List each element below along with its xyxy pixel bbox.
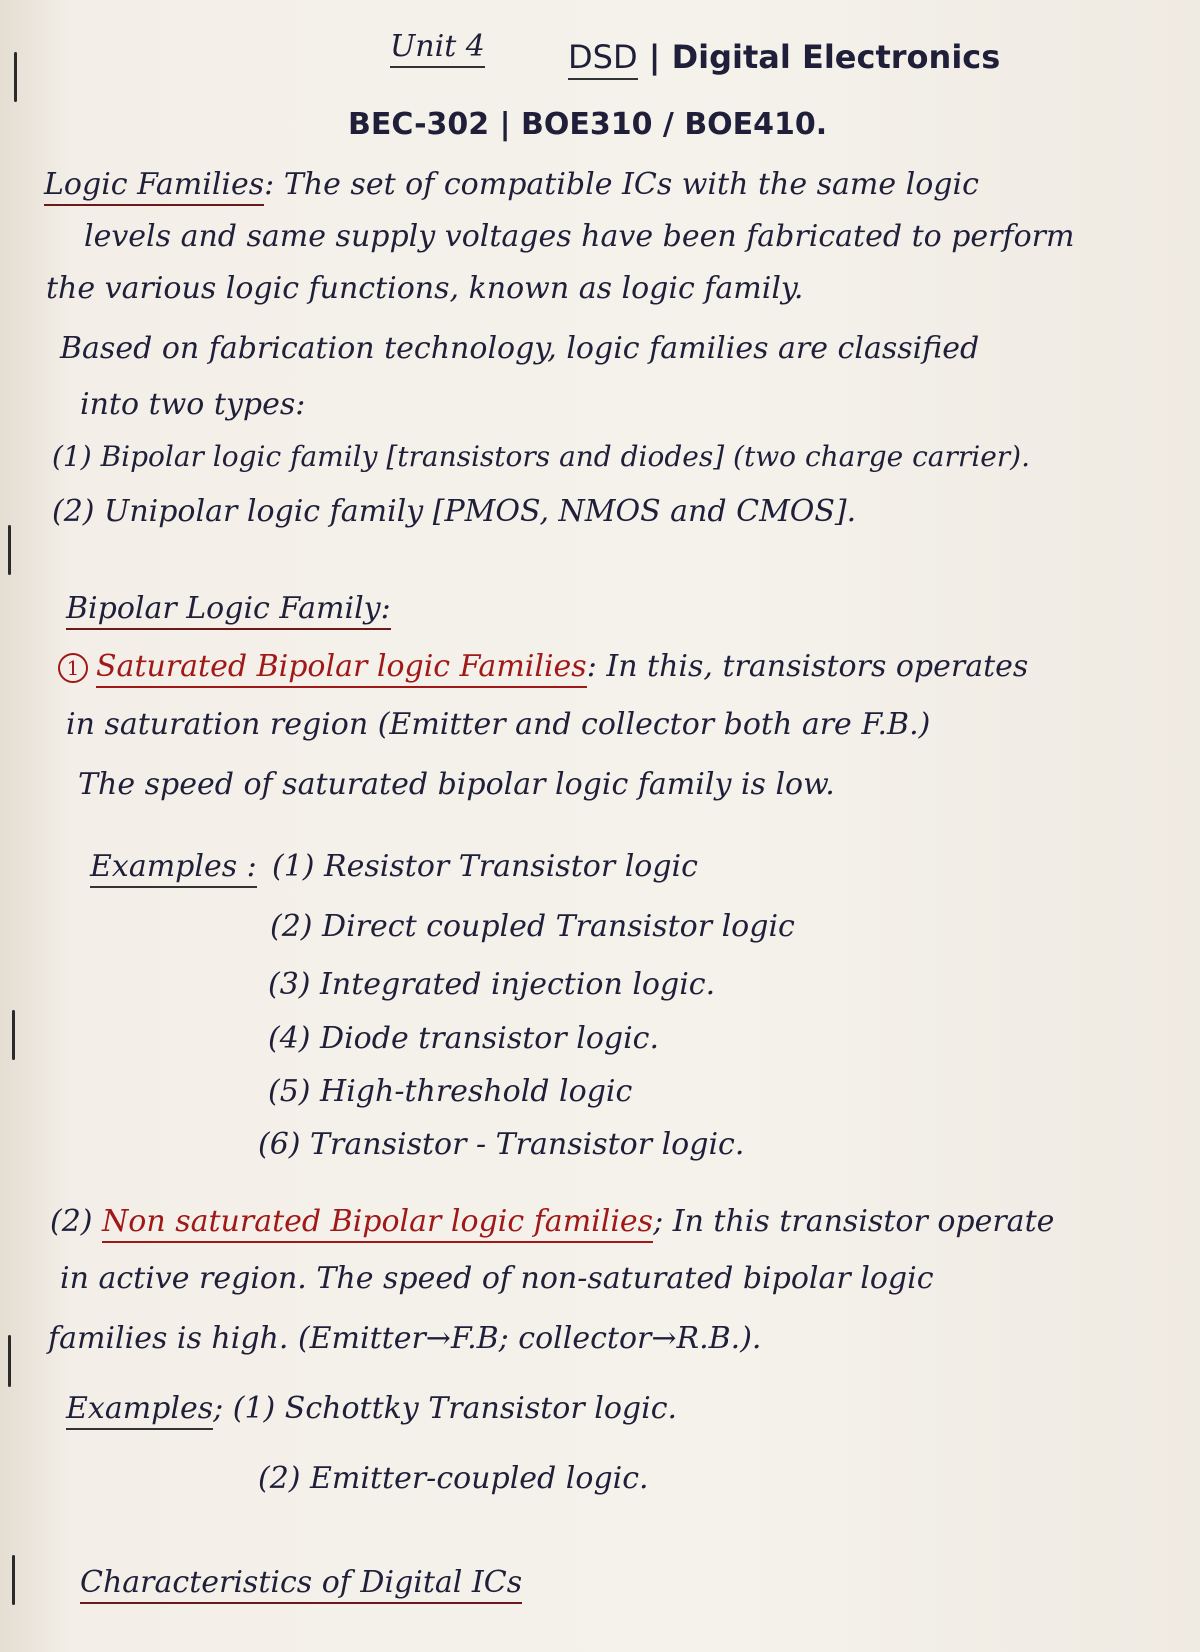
- course-codes: BEC-302 | BOE310 / BOE410.: [348, 107, 828, 142]
- margin-mark: [8, 1335, 11, 1387]
- characteristics-heading: Characteristics of Digital ICs: [80, 1565, 522, 1604]
- non-saturated-line: families is high. (Emitter→F.B; collector→R.B.).: [48, 1321, 762, 1356]
- examples-label: Examples :: [90, 849, 257, 888]
- saturated-line: The speed of saturated bipolar logic family is low.: [78, 767, 835, 802]
- bipolar-heading: Bipolar Logic Family:: [66, 591, 391, 630]
- section-number: (2): [50, 1204, 93, 1239]
- subject-separator: |: [637, 38, 672, 76]
- margin-mark: [12, 1555, 15, 1605]
- type-item: (1) Bipolar logic family [transistors and diodes] (two charge carrier).: [52, 440, 1031, 473]
- margin-mark: [12, 1010, 15, 1060]
- example-item: (4) Diode transistor logic.: [268, 1021, 660, 1056]
- example-item: (5) High-threshold logic: [268, 1074, 633, 1109]
- subject-title: Digital Electronics: [671, 38, 1001, 76]
- examples-label: Examples: [66, 1391, 213, 1430]
- definition-line: levels and same supply voltages have been fabricated to perform: [84, 219, 1075, 254]
- margin-mark: [14, 52, 17, 102]
- definition-line: the various logic functions, known as logic family.: [46, 271, 804, 306]
- definition-line: into two types:: [80, 387, 306, 422]
- example-item: (2) Emitter-coupled logic.: [258, 1461, 649, 1496]
- margin-mark: [8, 525, 11, 575]
- example-item: (2) Direct coupled Transistor logic: [270, 909, 795, 944]
- unit-label: Unit 4: [390, 29, 485, 68]
- logic-families-term: Logic Families: [44, 167, 264, 206]
- definition-line: : The set of compatible ICs with the same logic: [264, 167, 979, 202]
- non-saturated-title: Non saturated Bipolar logic families: [102, 1204, 653, 1243]
- subject-code: DSD: [568, 38, 638, 80]
- type-item: (2) Unipolar logic family [PMOS, NMOS and CMOS].: [52, 494, 857, 529]
- definition-line: Based on fabrication technology, logic families are classified: [60, 331, 980, 366]
- saturated-title: Saturated Bipolar logic Families: [96, 649, 587, 688]
- example-item: (6) Transistor - Transistor logic.: [258, 1127, 745, 1162]
- example-item: (3) Integrated injection logic.: [268, 967, 716, 1002]
- non-saturated-line: ; In this transistor operate: [653, 1204, 1055, 1239]
- saturated-line: in saturation region (Emitter and collector both are F.B.): [66, 707, 931, 742]
- non-saturated-line: in active region. The speed of non-saturated bipolar logic: [60, 1261, 934, 1296]
- saturated-line: : In this, transistors operates: [586, 649, 1029, 684]
- example-item: ; (1) Schottky Transistor logic.: [213, 1391, 678, 1426]
- example-item: (1) Resistor Transistor logic: [272, 849, 698, 884]
- number-circle: 1: [58, 653, 88, 683]
